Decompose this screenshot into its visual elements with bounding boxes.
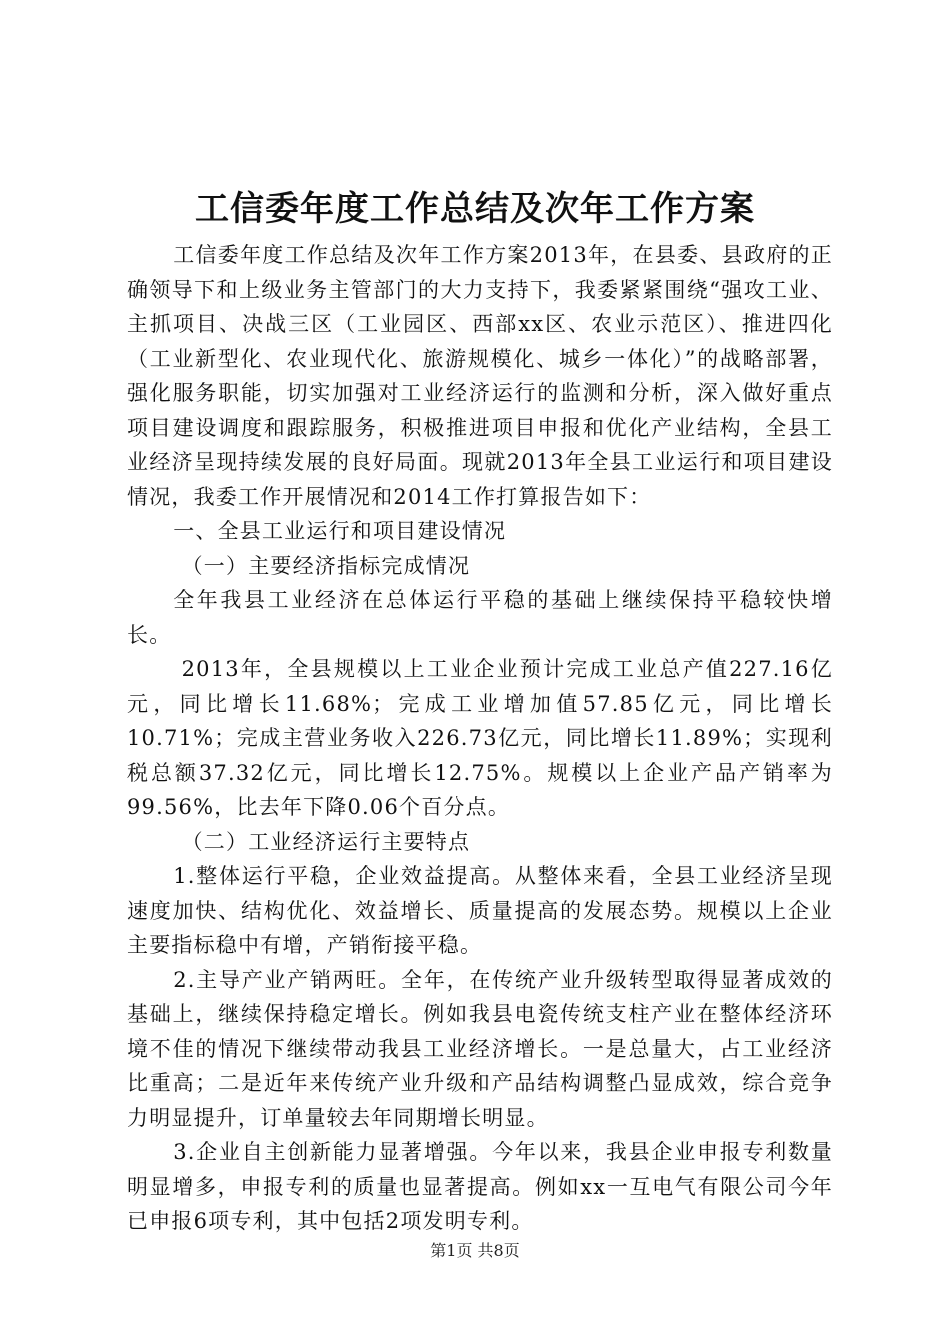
document-body (127, 238, 833, 1239)
paragraph-point-2: 2.主导产业产销两旺。全年，在传统产业升级转型取得显著成效的基础上，继续保持稳定增长。例如我县电瓷传统支柱产业在整体经济环境不佳的情况下继续带动我县工业经济增长。一是总量大，占工业经济比重高；二是近年来传统产业升级和产品结构调整凸显成效，综合竞争力明显提升，订单量较去年同期增长明显。 (127, 967, 833, 1130)
intro-paragraph: 工信委年度工作总结及次年工作方案2013年，在县委、县政府的正确领导下和上级业务主管部门的大力支持下，我委紧紧围绕“强攻工业、主抓项目、决战三区（工业园区、西部xx区、农业示范区）、推进四化（工业新型化、农业现代化、旅游规模化、城乡一体化）”的战略部署，强化服务职能，切实加强对工业经济运行的监测和分析，深入做好重点项目建设调度和跟踪服务，积极推进项目申报和优化产业结构，全县工业经济呈现持续发展的良好局面。现就2013年全县工业运行和项目建设情况，我委工作开展情况和2014工作打算报告如下： (127, 243, 833, 509)
paragraph-overall-growth: 全年我县工业经济在总体运行平稳的基础上继续保持平稳较快增长。 (127, 588, 833, 647)
subsection-heading-2: （二）工业经济运行主要特点 (181, 829, 471, 854)
document-title: 工信委年度工作总结及次年工作方案 (195, 189, 755, 229)
section-heading-1: 一、全县工业运行和项目建设情况 (173, 519, 507, 543)
page-footer: 第1页 共8页 (430, 1241, 520, 1260)
paragraph-point-1: 1.整体运行平稳，企业效益提高。从整体来看，全县工业经济呈现速度加快、结构优化、效益增长、质量提高的发展态势。规模以上企业主要指标稳中有增，产销衔接平稳。 (127, 864, 833, 957)
paragraph-point-3: 3.企业自主创新能力显著增强。今年以来，我县企业申报专利数量明显增多，申报专利的质量也显著提高。例如xx一互电气有限公司今年已申报6项专利，其中包括2项发明专利。 (127, 1140, 833, 1233)
subsection-heading-1: （一）主要经济指标完成情况 (181, 553, 471, 578)
paragraph-indicators: 2013年，全县规模以上工业企业预计完成工业总产值227.16亿元，同比增长11.68%；完成工业增加值57.85亿元，同比增长10.71%；完成主营业务收入226.73亿元，同比增长11.89%；实现利税总额37.32亿元，同比增长12.75%。规模以上企业产品产销率为99.56%，比去年下降0.06个百分点。 (127, 657, 833, 819)
